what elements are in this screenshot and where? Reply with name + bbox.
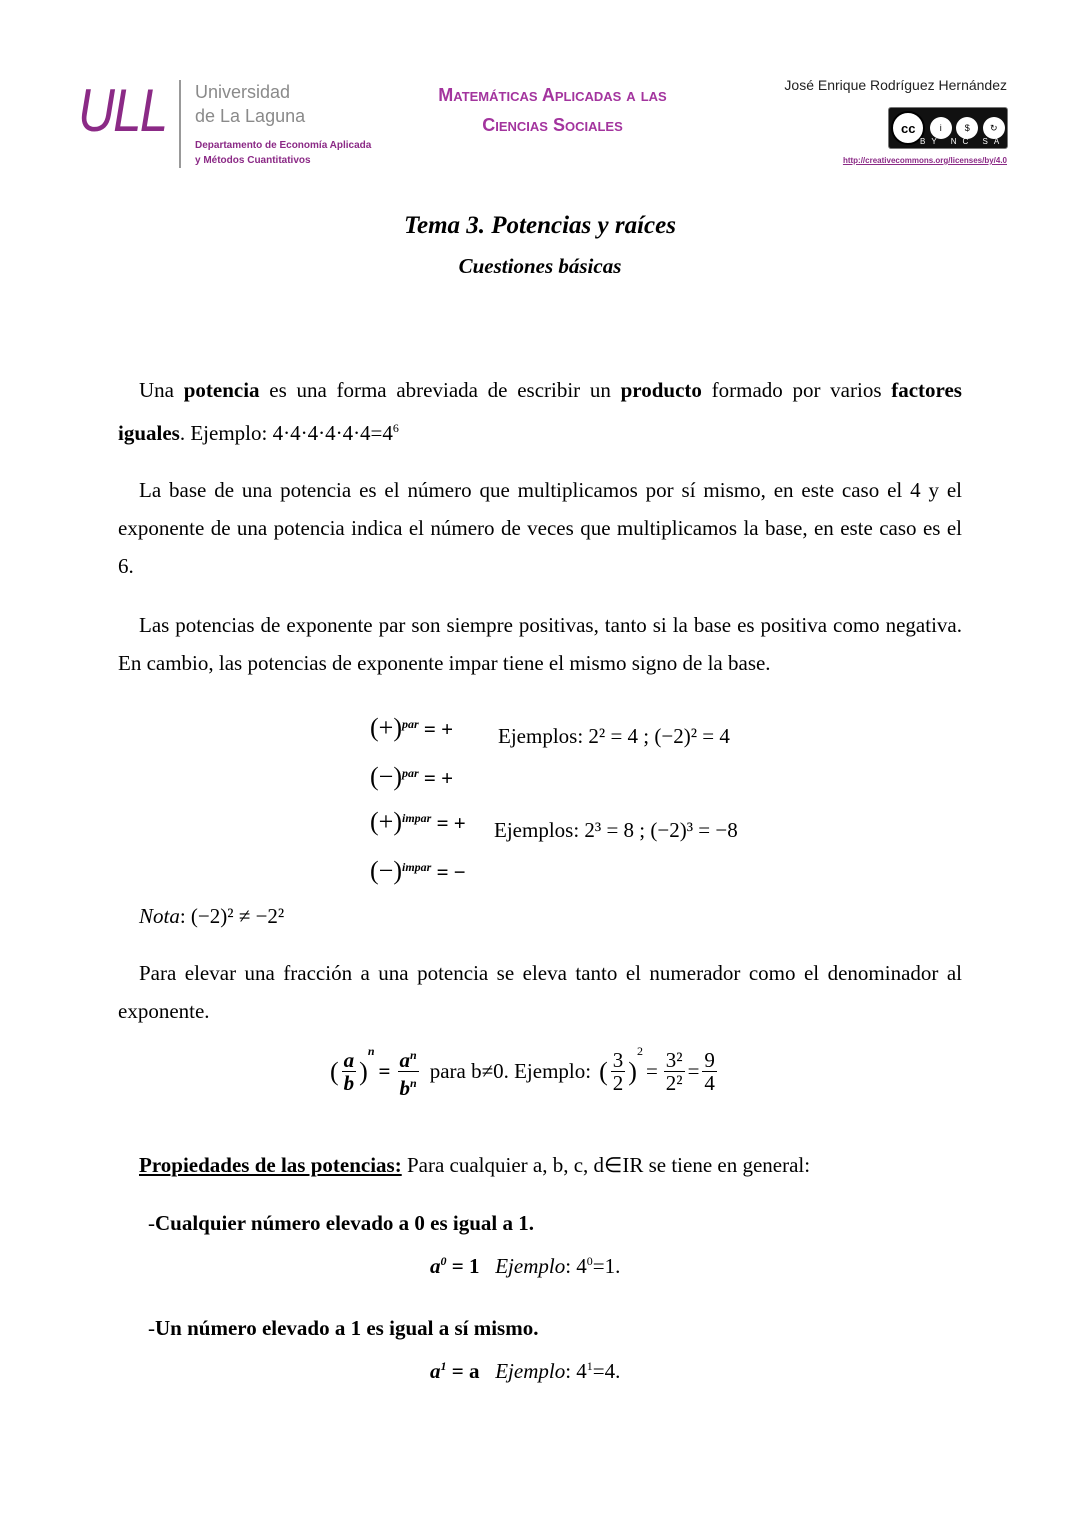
license-badge-labels: BY NC SA — [920, 137, 1006, 146]
text: Una — [139, 378, 184, 402]
department-line2: y Métodos Cuantitativos — [195, 155, 311, 166]
license-link[interactable]: http://creativecommons.org/licenses/by/4.0 — [842, 156, 1007, 165]
author-name: José Enrique Rodríguez Hernández — [784, 77, 1007, 93]
examples-label: Ejemplos: — [494, 818, 580, 842]
exponent: n — [367, 1044, 375, 1058]
department-name — [195, 138, 371, 168]
paren: ( — [330, 1056, 339, 1086]
nc-icon: $ — [956, 117, 978, 139]
paragraph-definition — [118, 371, 962, 452]
example-label: Ejemplo — [495, 1254, 566, 1278]
cc-icon: cc — [891, 111, 925, 145]
numerator: 3 — [612, 1048, 624, 1072]
examples-label: Ejemplos: — [498, 724, 584, 748]
course-line1: Matemáticas Aplicadas a las — [438, 85, 667, 105]
paren: ( — [599, 1056, 608, 1086]
paragraph-fraction: Para elevar una fracción a una potencia se eleva tanto el numerador como el denominador al exponente. — [118, 961, 962, 1023]
properties-intro: Para cualquier a, b, c, d∈IR se tiene en general: — [401, 1153, 811, 1177]
ull-logo: ULL — [78, 77, 167, 144]
result: = + — [423, 717, 454, 741]
course-line2: Ciencias Sociales — [482, 115, 623, 135]
fraction-result — [702, 1049, 717, 1094]
example-exponent: 1 — [586, 1359, 593, 1373]
example-label: Ejemplo — [495, 1359, 566, 1383]
document-title: Tema 3. Potencias y raíces — [404, 212, 676, 239]
paragraph-base-exponent: La base de una potencia es el número que multiplicamos por sí mismo, en este caso el 4 y el exponente de una potencia indica el número de veces que multiplicamos la base, en este caso es el 6. — [118, 478, 962, 578]
property-1-formula — [430, 1254, 620, 1279]
term-factores-iguales: factores iguales — [118, 378, 962, 445]
document-subtitle: Cuestiones básicas — [458, 254, 622, 278]
denominator: 2 — [612, 1071, 624, 1095]
examples-formula: 2³ = 8 ; (−2)³ = −8 — [584, 818, 738, 842]
example-base: : 4 — [565, 1359, 587, 1383]
formula-exponent: 1 — [440, 1359, 447, 1373]
numerator: a — [343, 1048, 355, 1072]
department-line1: Departamento de Economía Aplicada — [195, 140, 372, 151]
numerator: 3² — [665, 1048, 683, 1072]
note-label: Nota — [139, 904, 180, 928]
note — [139, 904, 284, 929]
examples-formula: 2² = 4 ; (−2)² = 4 — [588, 724, 730, 748]
property-1-title: -Cualquier número elevado a 0 es igual a 1. — [148, 1211, 534, 1235]
exponent: 2 — [636, 1044, 643, 1058]
formula-rhs: = 1 — [446, 1254, 480, 1278]
property-2-formula — [430, 1359, 620, 1384]
by-icon: i — [930, 117, 952, 139]
example-rhs: =1. — [592, 1254, 621, 1278]
university-line2: de La Laguna — [195, 106, 306, 126]
minus-base: (−) — [370, 856, 402, 885]
denominator: b — [343, 1071, 355, 1095]
logo-divider — [179, 80, 181, 168]
even-examples — [498, 724, 730, 749]
example-rhs: =4. — [592, 1359, 621, 1383]
properties-title: Propiedades de las potencias: — [139, 1153, 402, 1177]
exp-par: par — [401, 766, 419, 780]
result: = + — [436, 811, 466, 835]
result: = − — [436, 860, 466, 884]
result: = + — [423, 766, 454, 790]
exp-impar: impar — [401, 860, 432, 874]
property-title: Cualquier número elevado a 0 es igual a 1. — [155, 1211, 534, 1235]
term-producto: producto — [620, 378, 702, 402]
denominator: 4 — [704, 1071, 715, 1095]
formula-exponent: 6 — [392, 421, 399, 435]
example-base: : 4 — [565, 1254, 587, 1278]
even-sign-rules — [370, 702, 453, 800]
property-2-title: -Un número elevado a 1 es igual a sí mismo. — [148, 1316, 539, 1340]
sa-icon: ↻ — [983, 117, 1005, 139]
denominator: b — [399, 1076, 410, 1100]
numerator: 9 — [704, 1048, 715, 1072]
numerator: a — [399, 1048, 410, 1072]
university-line1: Universidad — [195, 82, 291, 102]
formula-base: a — [430, 1359, 441, 1383]
plus-base: (+) — [370, 807, 402, 836]
fraction-3-2 — [611, 1049, 626, 1094]
exponent: n — [410, 1076, 417, 1090]
plus-base: (+) — [370, 713, 402, 742]
paren: ) — [628, 1056, 637, 1086]
text: . Ejemplo: — [179, 421, 273, 445]
text: es una forma abreviada de escribir un — [259, 378, 621, 402]
university-name — [195, 80, 305, 128]
exponent: n — [410, 1048, 417, 1062]
course-title — [380, 80, 725, 140]
fraction-an-bn — [398, 1044, 419, 1099]
condition-text: para b≠0. Ejemplo: — [429, 1059, 592, 1083]
example-formula — [273, 421, 399, 445]
fraction-powers — [664, 1049, 685, 1094]
formula-base: a — [430, 1254, 441, 1278]
formula-exponent: 0 — [440, 1254, 447, 1268]
example-exponent: 0 — [586, 1254, 593, 1268]
paren: ) — [359, 1056, 368, 1086]
properties-heading — [139, 1153, 810, 1178]
property-title: Un número elevado a 1 es igual a sí mismo. — [155, 1316, 539, 1340]
formula-base: 4·4·4·4·4·4=4 — [272, 421, 393, 445]
exp-par: par — [401, 717, 419, 731]
paragraph-signs: Las potencias de exponente par son siempre positivas, tanto si la base es positiva como negativa. En cambio, las potencias de exponente impar tiene el mismo signo de la base. — [118, 613, 962, 675]
note-formula: : (−2)² ≠ −2² — [179, 904, 285, 928]
term-potencia: potencia — [183, 378, 260, 402]
minus-base: (−) — [370, 762, 402, 791]
denominator: 2² — [665, 1071, 683, 1095]
text: formado por varios — [701, 378, 892, 402]
fraction-a-b — [342, 1049, 357, 1094]
exp-impar: impar — [401, 811, 432, 825]
fraction-power-rule: ( $\frac{a}{b}$ ) $^n$ = $\frac{a^n}{b^n}$ para b≠0. Ejemplo: ( $\frac{3}{2}$ ) $^2$ = $\frac{\text{3²}}{\text{2²}}$ = $\frac{9}{4}$ — [330, 1044, 715, 1100]
odd-examples — [494, 818, 738, 843]
formula-rhs: = a — [446, 1359, 480, 1383]
odd-sign-rules — [370, 796, 466, 894]
